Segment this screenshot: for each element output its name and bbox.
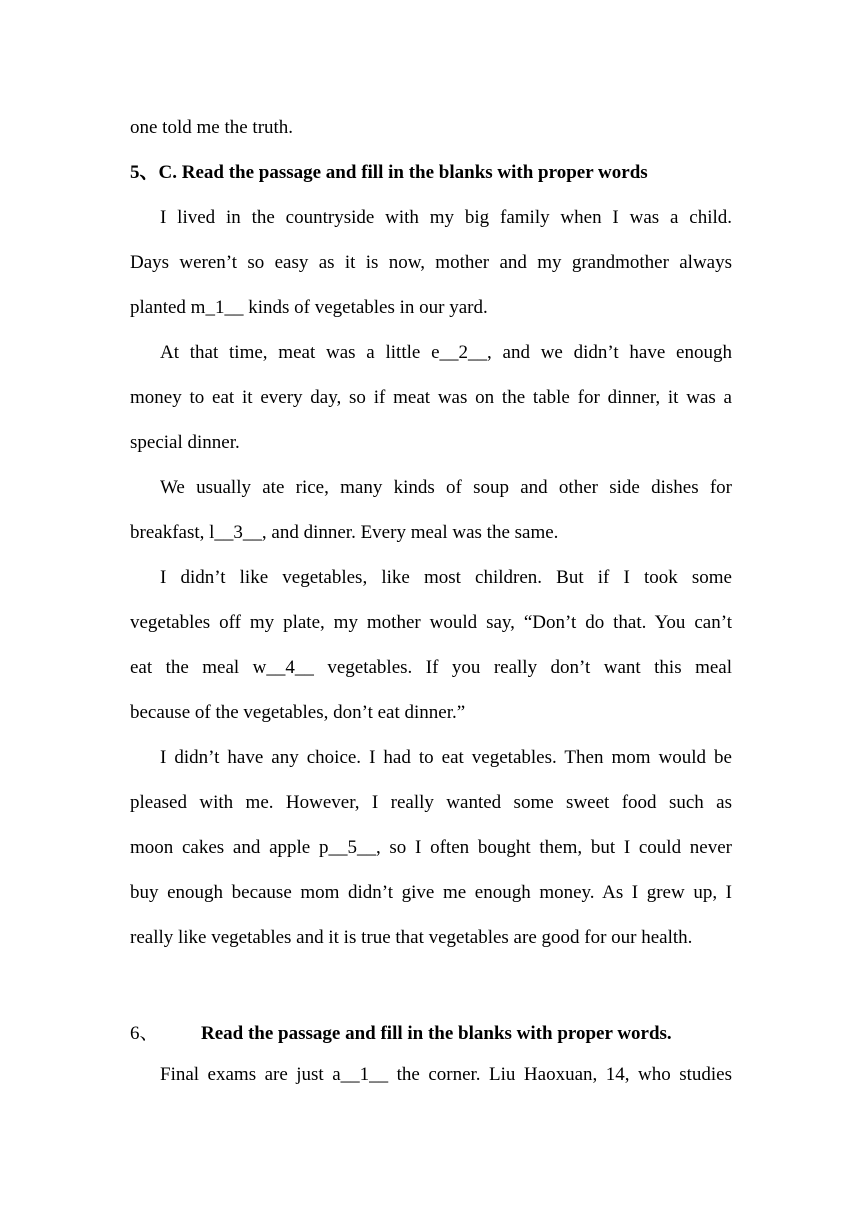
section-6-title: Read the passage and fill in the blanks with proper words. xyxy=(201,1023,672,1044)
paragraph-line: We usually ate rice, many kinds of soup and other side dishes for xyxy=(160,477,732,498)
paragraph-line: pleased with me. However, I really wanted some sweet food such as xyxy=(130,792,732,813)
paragraph-line: buy enough because mom didn’t give me enough money. As I grew up, I xyxy=(130,882,732,903)
paragraph-line: planted m_1__ kinds of vegetables in our yard. xyxy=(130,297,488,318)
paragraph-line: money to eat it every day, so if meat was on the table for dinner, it was a xyxy=(130,387,732,408)
paragraph-line: vegetables off my plate, my mother would say, “Don’t do that. You can’t xyxy=(130,612,732,633)
paragraph-line: breakfast, l__3__, and dinner. Every meal was the same. xyxy=(130,522,559,543)
paragraph-line: I lived in the countryside with my big family when I was a child. xyxy=(160,207,732,228)
section-6-heading xyxy=(130,1011,732,1056)
carryover-line: one told me the truth. xyxy=(130,117,294,138)
paragraph-line: At that time, meat was a little e__2__, and we didn’t have enough xyxy=(160,342,732,363)
section-6-body xyxy=(130,1052,732,1097)
section-5-heading: 5、C. Read the passage and fill in the blanks with proper words xyxy=(130,162,648,183)
section-6-number: 6、 xyxy=(130,1023,159,1044)
paragraph-line: I didn’t have any choice. I had to eat vegetables. Then mom would be xyxy=(160,747,732,768)
document-body xyxy=(130,105,732,960)
paragraph-line: because of the vegetables, don’t eat dinner.” xyxy=(130,702,466,723)
paragraph-line: Days weren’t so easy as it is now, mother and my grandmother always xyxy=(130,252,732,273)
paragraph-line: Final exams are just a__1__ the corner. Liu Haoxuan, 14, who studies xyxy=(160,1064,732,1085)
paragraph-line: really like vegetables and it is true that vegetables are good for our health. xyxy=(130,927,693,948)
paragraph-line: moon cakes and apple p__5__, so I often bought them, but I could never xyxy=(130,837,732,858)
paragraph-line: I didn’t like vegetables, like most children. But if I took some xyxy=(160,567,732,588)
paragraph-line: special dinner. xyxy=(130,432,240,453)
paragraph-line: eat the meal w__4__ vegetables. If you really don’t want this meal xyxy=(130,657,732,678)
